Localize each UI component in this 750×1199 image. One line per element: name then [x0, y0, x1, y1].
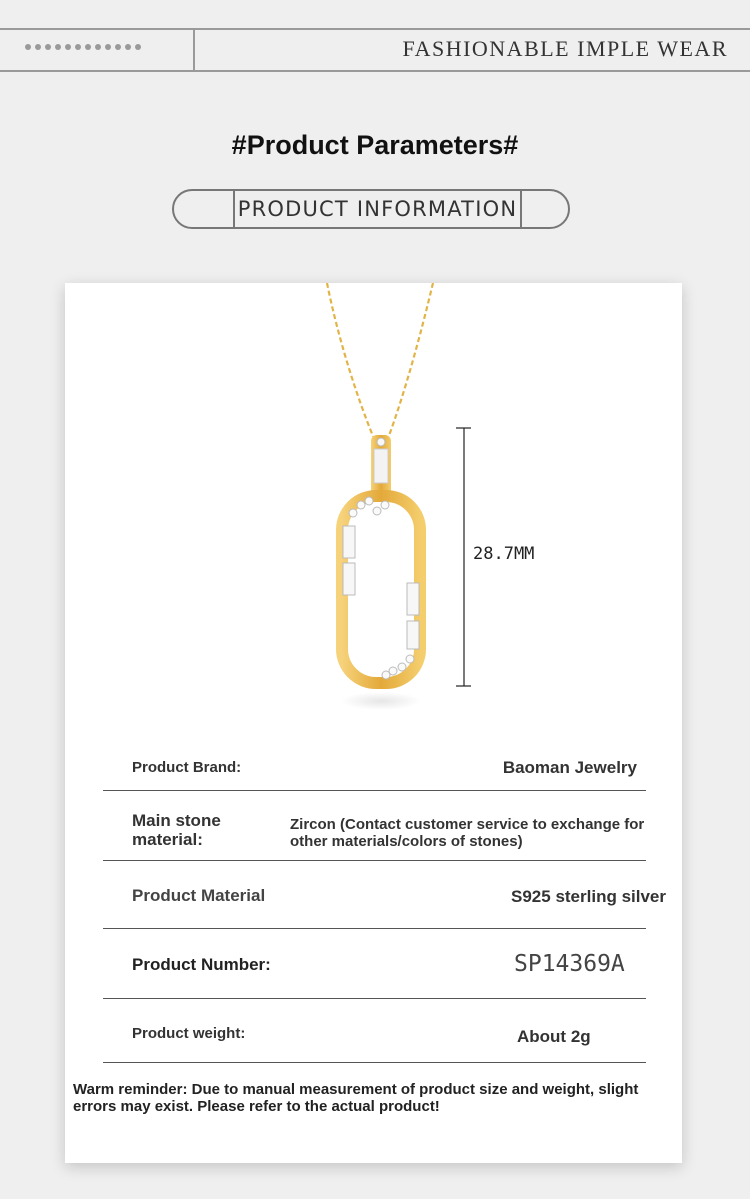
section-label: PRODUCT INFORMATION — [237, 197, 518, 221]
pendant-necklace-image — [65, 283, 682, 723]
param-label: Product Number: — [132, 955, 271, 974]
param-row-brand — [103, 743, 646, 791]
param-label: Main stone material: — [132, 811, 221, 849]
param-label: Product Brand: — [132, 759, 242, 776]
product-card — [65, 283, 682, 1163]
param-row-weight — [103, 999, 646, 1063]
param-value: SP14369A — [514, 951, 625, 977]
header-band — [0, 28, 750, 72]
param-row-number — [103, 929, 646, 999]
page-title: #Product Parameters# — [231, 130, 519, 160]
section-label-pill — [172, 189, 570, 229]
param-value: S925 sterling silver — [511, 887, 666, 906]
param-row-stone — [103, 791, 646, 861]
size-dimension-label: 28.7MM — [473, 544, 535, 564]
dotted-ornament — [25, 44, 141, 50]
param-label: Product weight: — [132, 1025, 246, 1042]
warm-reminder: Warm reminder: Due to manual measurement of product size and weight, slight errors may exist. Please refer to the actual product! — [73, 1081, 639, 1115]
param-value: Zircon (Contact customer service to exchange for other materials/colors of stones) — [290, 816, 645, 850]
param-value: Baoman Jewelry — [502, 758, 637, 777]
param-label: Product Material — [132, 886, 266, 905]
header-divider — [193, 30, 195, 70]
header-slogan: FASHIONABLE IMPLE WEAR — [402, 36, 728, 61]
param-value: About 2g — [517, 1027, 591, 1046]
param-row-material — [103, 861, 666, 929]
